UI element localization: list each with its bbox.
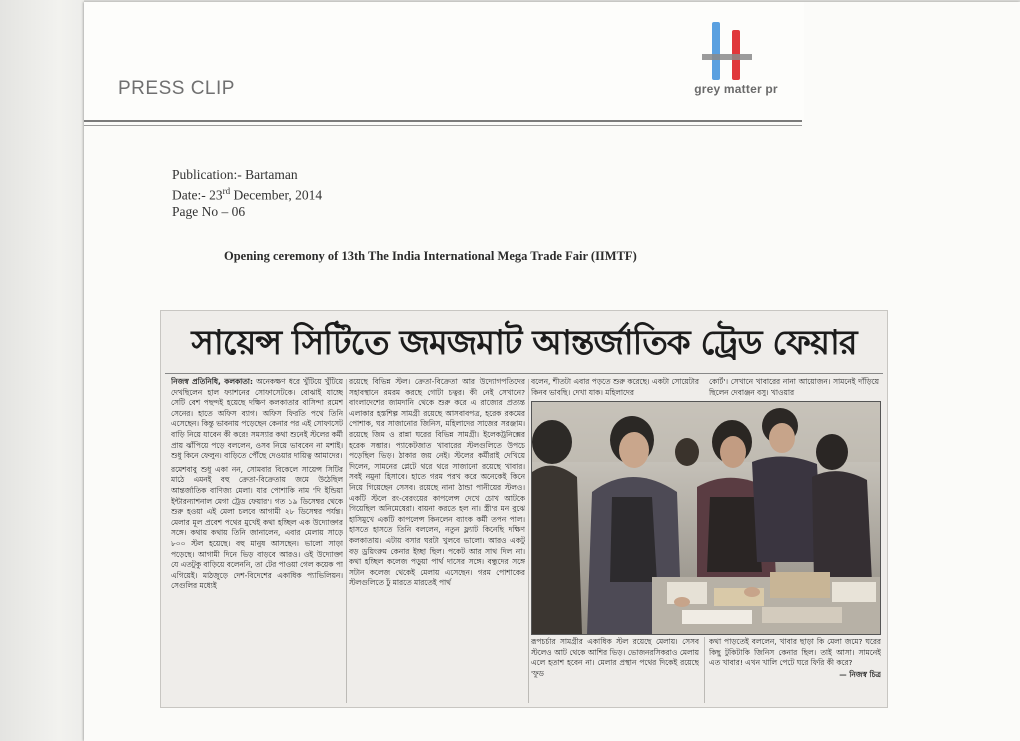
- paragraph-text: কথা পাড়তেই বললেন, খাবার ছাড়া কি মেলা জমে? ঘরের কিছু টুকিটাকি জিনিস কেনার ছিল। তাই আসা। সামনেই এত খাবার! এখন খালি পেটে ঘরে ফিরি কী করে?: [709, 637, 881, 668]
- logo-text: grey matter pr: [694, 82, 778, 96]
- column-4-bottom: [709, 637, 881, 703]
- photo-byline: — নিজস্ব চিত্র: [839, 669, 881, 679]
- header-rule-thin: [84, 125, 802, 126]
- newspaper-clipping: [160, 310, 888, 708]
- column-divider: [528, 379, 529, 703]
- date-line: [172, 183, 322, 204]
- column-divider: [704, 637, 705, 703]
- publication-line: Publication:- Bartaman: [172, 167, 298, 182]
- date-prefix: Date:- 23: [172, 187, 223, 203]
- column-divider: [346, 379, 347, 703]
- paragraph: রমেশবাবু শুধু একা নন, সোমবার বিকেলে সায়েন্স সিটির মাঠে এমনই বহু ক্রেতা-বিক্রেতায় জমে উঠেছিল আন্তর্জাতিক বাণিজ্য মেলা। যার পোশাকি নাম 'দি ইন্ডিয়া ইন্টারন্যাশনাল মেগা ট্রেড ফেয়ার'। গত ১৯ ডিসেম্বর থেকে শুরু হওয়া এই মেলা চলবে আগামী ২৮ ডিসেম্বর পর্যন্ত। মেলার মূল প্রবেশ পথের মুখেই কথা হচ্ছিল এক উদ্যোক্তার সঙ্গে। কথায় কথায় তিনি জানালেন, এবার মেলায় সাড়ে ৮০০ স্টল হয়েছে। বহু মানুষ আসছেন। ভালো সাড়া পড়েছে। আগামী দিনে ভিড় বাড়বে আরও। ওই উদ্যোক্তা যে এতটুকু বাড়িয়ে বলেননি, তা টের পাওয়া গেল কয়েক পা এগিয়েই। মাঠজুড়ে দেশ-বিদেশের একাধিক প্যাভিলিয়ন। সেগুলির মধ্যেই: [171, 464, 343, 591]
- press-clip-label: PRESS CLIP: [118, 78, 235, 99]
- column-1: [171, 377, 343, 703]
- column-3-top: [531, 377, 879, 399]
- dateline: নিজস্ব প্রতিনিধি, কলকাতা:: [171, 377, 253, 386]
- page-line: Page No – 06: [172, 203, 246, 219]
- date-rest: December, 2014: [230, 187, 323, 203]
- paragraph: [709, 637, 881, 680]
- date-suffix: rd: [222, 186, 231, 196]
- clipping-title: সায়েন্স সিটিতে জমজমাট আন্তর্জাতিক ট্রেড ফেয়ার: [191, 323, 857, 363]
- fair-photo-image: [532, 402, 880, 634]
- title-rule: [165, 373, 883, 374]
- paragraph: [171, 377, 343, 462]
- column-3-bottom: [531, 637, 699, 703]
- press-clip-sheet: [84, 2, 1020, 741]
- top-text-row: [531, 377, 879, 398]
- column-2: [349, 377, 525, 703]
- paragraph: রয়েছে বিভিন্ন স্টল। ক্রেতা-বিক্রেতা আর উদ্যোগপতিদের সহাবস্থানে রমরম করছে গোটা চত্বর। কী নেই সেখানে? বাংলাদেশের জামদানি থেকে শুরু করে এ রাজ্যের প্রত্যন্ত এলাকার হস্তশিল্প সামগ্রী রয়েছে আসবাবপত্র, হরেক রকমের পোশাক, ঘর সাজানোর জিনিস, মহিলাদের সাজের সরঞ্জাম। রয়েছে জিম ও রান্না ঘরের বিভিন্ন সামগ্রী। ইলেকট্রনিক্সের হরেক সম্ভার। প্যাকেটজাত খাবারের স্টলগুলিতে উপচে পড়েছিল ভিড়। ঠাকার জয় নেই। স্টলের কর্মীরাই দেখিয়ে দিলেন, সামনের প্লেটে থরে থরে সাজানো রয়েছে খাবার। সবই নমুনা হিসাবে। হাতে গরম পরখ করে অনেকেই কিনে নিয়ে গিয়েছেন সেসব। রয়েছে নানা ঠান্ডা পানীয়ের স্টলও। একটি স্টলে রং-বেরংয়ের কাপলেন্স দেখে চোখ আটকে গিয়েছিল অনিমেষেরা। বায়না করতে হল না। স্ত্রী'র মন বুঝে হাসিমুখে একটি কাপলেন্স কিনলেন ব্যাংক কর্মী তপন পাল। হাসতে হাসতে তিনি বললেন, নতুন ফ্ল্যাট কিনেছি দক্ষিণ কলকাতায়। এটায় বসার ঘরটা খুলবে ভালো। আরও একটু বড় ড্রয়িংরুম কেনার ইচ্ছা ছিল। পকেট আর সাথ দিল না। কথা হচ্ছিল কলেজ পড়ুয়া পার্থ দাসের সঙ্গে। বন্ধুদের সঙ্গে সটান কলেজ থেকেই মেলায় এসেছেন। গরম পোশাকের স্টলগুলিতে ঢুঁ মারতে মারতেই পার্থ: [349, 377, 525, 588]
- col3-top-text: বলেন, শীতটা এবার পড়তে শুরু করেছে। একটা সোয়েটার কিনব ভাবছি। দেখা যাক। মহিলাদের: [531, 377, 699, 397]
- article-headline: Opening ceremony of 13th The India International Mega Trade Fair (IIMTF): [224, 249, 637, 263]
- paragraph-text: অনেকক্ষণ ধরে খুঁটিয়ে খুঁটিয়ে দেখছিলেন হাল ফ্যাশনের সোফাসেটকে। বোঝাই যাচ্ছে সেটি বেশ পছন্দই হয়েছে দক্ষিণ কলকাতার বাসিন্দা রমেশ সেনের। হাতে অফিস ব্যাগ। অফিস ফিরতি পথে তিনি এসেছেন। কিন্তু ভাবনায় পড়েছেন কেনার পর এই সোফাসেট বাড়ি নিয়ে যাবেন কী করে! সমস্যার কথা শুনেই স্টলের কর্মী প্রায় ঝাঁপিয়ে পড়ে বললেন, ওসব নিয়ে ভাববেন না মশাই। শুধু কিনে ফেলুন। বাড়িতে পৌঁছে দেওয়ার দায়িত্ব আমাদের।: [171, 377, 343, 461]
- col4-top-text: কোর্ট'। সেখানে খাবারের নানা আয়োজন। সামনেই দাঁড়িয়ে ছিলেন দেবাঞ্জন বসু। খাওয়ার: [709, 377, 879, 397]
- paragraph: রূপচর্চার সামগ্রীর একাধিক স্টল রয়েছে মেলায়। সেসব স্টলেও আট থেকে আশির ভিড়। ভোজনরসিকরাও মেলায় এলে হতাশ হবেন না। মেলার প্রস্থান পথের দিকেই রয়েছে 'ফুড: [531, 637, 699, 678]
- scanner-background: [0, 0, 84, 741]
- header-rule: [84, 120, 802, 122]
- publication-meta: [172, 167, 322, 220]
- fair-photo: [531, 401, 881, 635]
